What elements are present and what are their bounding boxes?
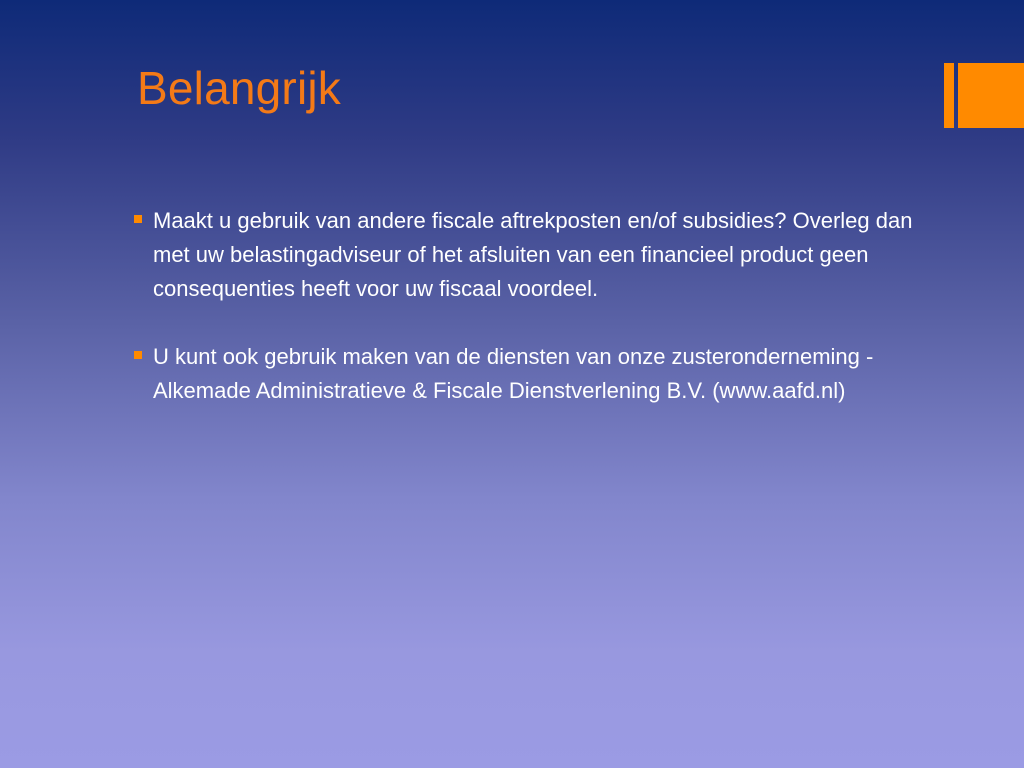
bullet-item [134,204,924,306]
square-bullet-icon [134,215,142,223]
bullet-item [134,340,924,408]
accent-bar-thick [958,63,1024,128]
accent-bar-thin [944,63,954,128]
bullet-text: Maakt u gebruik van andere fiscale aftrekposten en/of subsidies? Overleg dan met uw belastingadviseur of het afsluiten van een financieel product geen consequenties heeft voor uw fiscaal voordeel. [153,208,913,301]
bullet-list [134,204,924,442]
square-bullet-icon [134,351,142,359]
slide-title: Belangrijk [137,62,341,114]
bullet-text: U kunt ook gebruik maken van de diensten van onze zusteronderneming - Alkemade Administratieve & Fiscale Dienstverlening B.V. (www.aafd.nl) [153,344,874,403]
